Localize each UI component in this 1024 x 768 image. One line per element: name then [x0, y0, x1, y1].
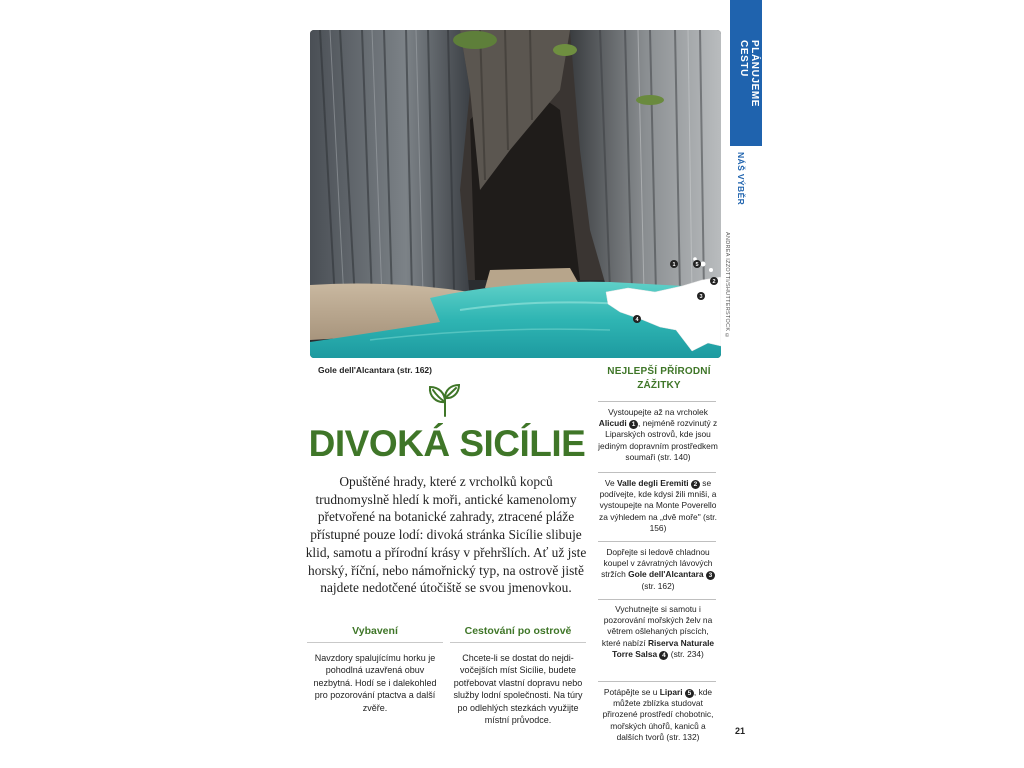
highlight-item: Dopřejte si ledově chladnou koupel v závratných lávových stržích Gole dell'Alcantara 3 (str. 162)	[598, 547, 718, 592]
divider	[307, 642, 443, 643]
page-number: 21	[735, 726, 746, 736]
info-column-text: Chcete-li se dostat do nejdivočejších míst Sicílie, budete potřebovat vlastní dopravu nebo služby lodní společnosti. Na túry po odlehlých stezkách využijte místní průvodce.	[453, 653, 583, 726]
gorge-illustration	[310, 30, 721, 358]
section-tab-label: PLÁNUJEME CESTU	[738, 40, 760, 108]
divider	[450, 642, 586, 643]
info-column-heading: Vybavení	[352, 625, 398, 637]
divider	[598, 681, 716, 682]
number-badge: 5	[685, 689, 694, 698]
highlight-item: Potápějte se u Lipari 5 , kde můžete zblízka studovat přirozené prostředí chobotnic, mořských úhořů, kaniců a dalších tvorů (str. 132)	[602, 687, 714, 742]
marker-5: 5	[695, 262, 699, 268]
marker-2: 2	[712, 279, 716, 285]
subsection-label: NÁŠ VÝBĚR	[736, 152, 746, 206]
highlight-item: Vychutnejte si samotu i pozorování mořských želv na větrem ošlehaných píscích, které nabízí Riserva Naturale Torre Salsa 4 (str. 234)	[601, 604, 715, 659]
info-column-heading: Cestování po ostrově	[464, 625, 572, 637]
divider	[598, 599, 716, 600]
hero-photo	[310, 30, 721, 358]
sidebar-heading: NEJLEPŠÍ PŘÍRODNÍ ZÁŽITKY	[607, 366, 711, 391]
info-column-text: Navzdory spalujícímu horku je pohodlná uzavřená obuv nezbytná. Hodí se i dalekohled pro pozorování ptactva a další zvěře.	[313, 653, 437, 713]
divider	[598, 472, 716, 473]
info-column-equipment	[307, 620, 443, 714]
intro-paragraph: Opuštěné hrady, které z vrcholků kopců trudnomyslně hledí k moři, antické kamenolomy přetvořené na botanické zahrady, ztracené pláže přístupné pouze lodí: divoká stránka Sicílie slibuje klid, samotu a přírodní krásy v přehršlích. Ať už jste horský, říční, nebo námořnický typ, na ostrově jistě najdete nedotčené útočiště se svou jmenovkou.	[305, 474, 587, 596]
divider	[598, 401, 716, 402]
number-badge: 3	[706, 571, 715, 580]
photo-credit: ANDREA IZZOTTI/SHUTTERSTOCK ©	[724, 232, 730, 340]
section-tab	[730, 0, 762, 146]
page-title: DIVOKÁ SICÍLIE	[308, 423, 586, 464]
sprout-icon	[426, 382, 464, 418]
marker-4: 4	[635, 317, 639, 323]
highlight-item: Vystoupejte až na vrcholek Alicudi 1 , nejméně rozvinutý z Liparských ostrovů, kde jsou jediným dopravním prostředkem soumaři (str. 140)	[598, 407, 718, 462]
number-badge: 4	[659, 651, 668, 660]
photo-caption: Gole dell'Alcantara (str. 162)	[318, 365, 432, 375]
number-badge: 2	[691, 480, 700, 489]
number-badge: 1	[629, 420, 638, 429]
highlight-item: Ve Valle degli Eremiti 2 se podívejte, kde kdysi žili mniši, a vystoupejte na Monte Poverello za výhledem na „dvě moře" (str. 156)	[599, 478, 717, 533]
info-column-getting-around	[450, 620, 586, 726]
marker-3: 3	[699, 294, 703, 300]
marker-1: 1	[672, 262, 676, 268]
divider	[598, 541, 716, 542]
